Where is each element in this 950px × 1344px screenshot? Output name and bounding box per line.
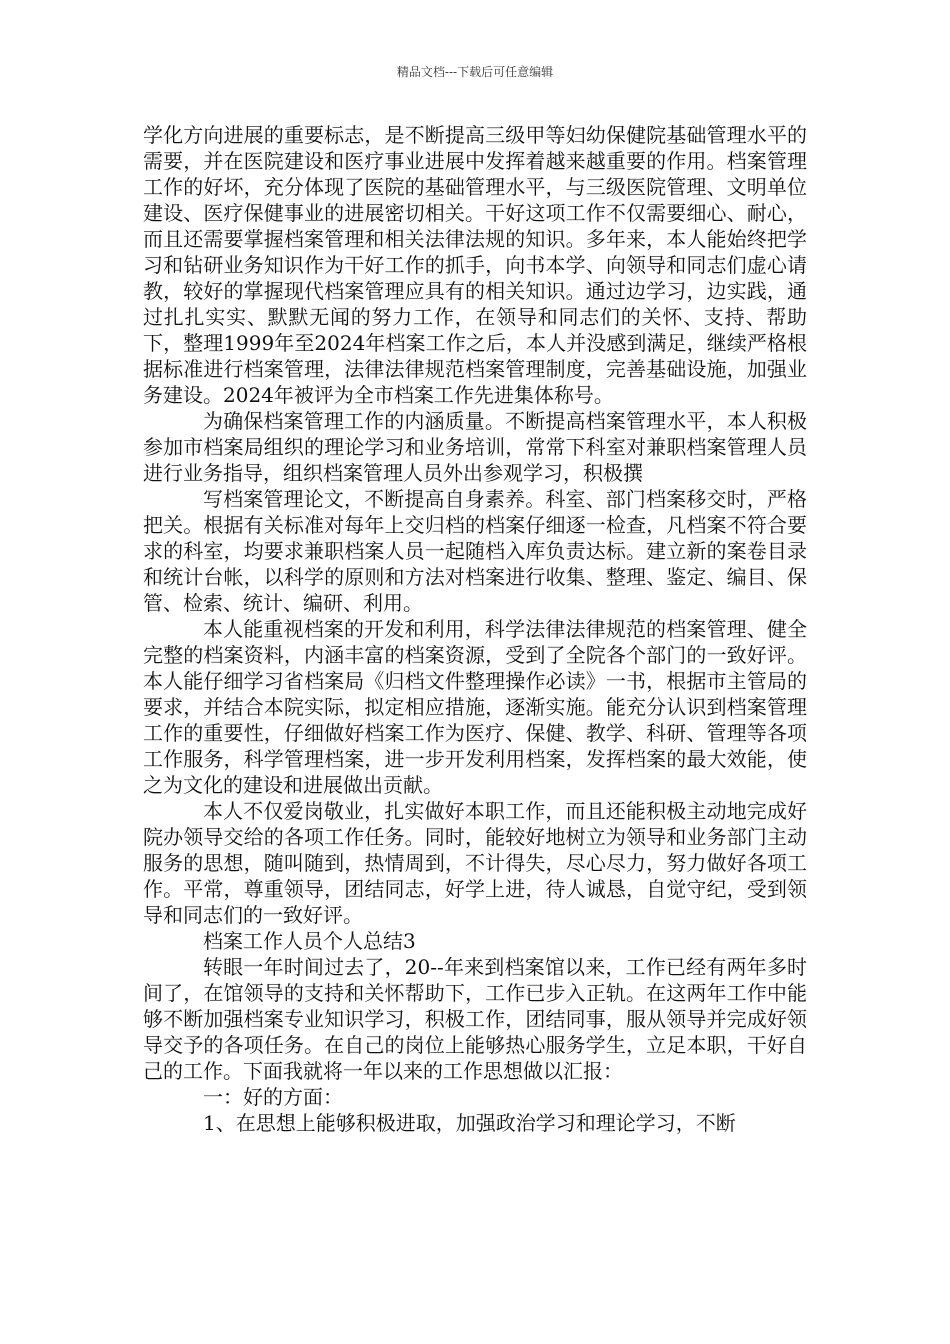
- paragraph-6: 转眼一年时间过去了，20--年来到档案馆以来，工作已经有两年多时间了，在馆领导的支持和关怀帮助下，工作已步入正轨。在这两年工作中能够不断加强档案专业知识学习，积极工作，团结同事，服从领导并完成好领导交予的各项任务。在自己的岗位上能够热心服务学生，立足本职，干好自己的工作。下面我就将一年以来的工作思想做以汇报：: [143, 955, 807, 1083]
- paragraph-5: 本人不仅爱岗敬业，扎实做好本职工作，而且还能积极主动地完成好院办领导交给的各项工作任务。同时，能较好地树立为领导和业务部门主动服务的思想，随叫随到，热情周到，不计得失，尽心尽力，努力做好各项工作。平常，尊重领导，团结同志，好学上进，待人诚恳，自觉守纪，受到领导和同志们的一致好评。: [143, 799, 807, 927]
- paragraph-2: 为确保档案管理工作的内涵质量。不断提高档案管理水平，本人积极参加市档案局组织的理论学习和业务培训，常常下科室对兼职档案管理人员进行业务指导，组织档案管理人员外出参观学习，积极撰: [143, 409, 807, 485]
- section-heading: 档案工作人员个人总结3: [203, 929, 416, 953]
- paragraph-4: 本人能重视档案的开发和利用，科学法律法律规范的档案管理、健全完整的档案资料，内涵丰富的档案资源，受到了全院各个部门的一致好评。本人能仔细学习省档案局《归档文件整理操作必读》一书，根据市主管局的要求，并结合本院实际，拟定相应措施，逐渐实施。能充分认识到档案管理工作的重要性，仔细做好档案工作为医疗、保健、教学、科研、管理等各项工作服务，科学管理档案，进一步开发利用档案，发挥档案的最大效能，使之为文化的建设和进展做出贡献。: [143, 617, 807, 797]
- paragraph-3: 写档案管理论文，不断提高自身素养。科室、部门档案移交时，严格把关。根据有关标准对每年上交归档的档案仔细逐一检查，凡档案不符合要求的科室，均要求兼职档案人员一起随档入库负责达标。建立新的案卷目录和统计台帐，以科学的原则和方法对档案进行收集、整理、鉴定、编目、保管、检索、统计、编研、利用。: [143, 487, 807, 615]
- document-body: [143, 122, 807, 1136]
- paragraph-1: 学化方向进展的重要标志，是不断提高三级甲等妇幼保健院基础管理水平的需要，并在医院建设和医疗事业进展中发挥着越来越重要的作用。档案管理工作的好坏，充分体现了医院的基础管理水平，与三级医院管理、文明单位建设、医疗保健事业的进展密切相关。干好这项工作不仅需要细心、耐心，而且还需要掌握档案管理和相关法律法规的知识。多年来，本人能始终把学习和钻研业务知识作为干好工作的抓手，向书本学、向领导和同志们虚心请教，较好的掌握现代档案管理应具有的相关知识。通过边学习，边实践，通过扎扎实实、默默无闻的努力工作，在领导和同志们的关怀、支持、帮助下，整理1999年至2024年档案工作之后，本人并没感到满足，继续严格根据标准进行档案管理，法律法律规范档案管理制度，完善基础设施，加强业务建设。2024年被评为全市档案工作先进集体称号。: [143, 123, 807, 407]
- subheading-good-aspects: 一：好的方面：: [203, 1085, 343, 1109]
- paragraph-7: 1、在思想上能够积极进取，加强政治学习和理论学习，不断: [203, 1111, 736, 1135]
- page-header: 精品文档---下载后可任意编辑: [396, 65, 554, 79]
